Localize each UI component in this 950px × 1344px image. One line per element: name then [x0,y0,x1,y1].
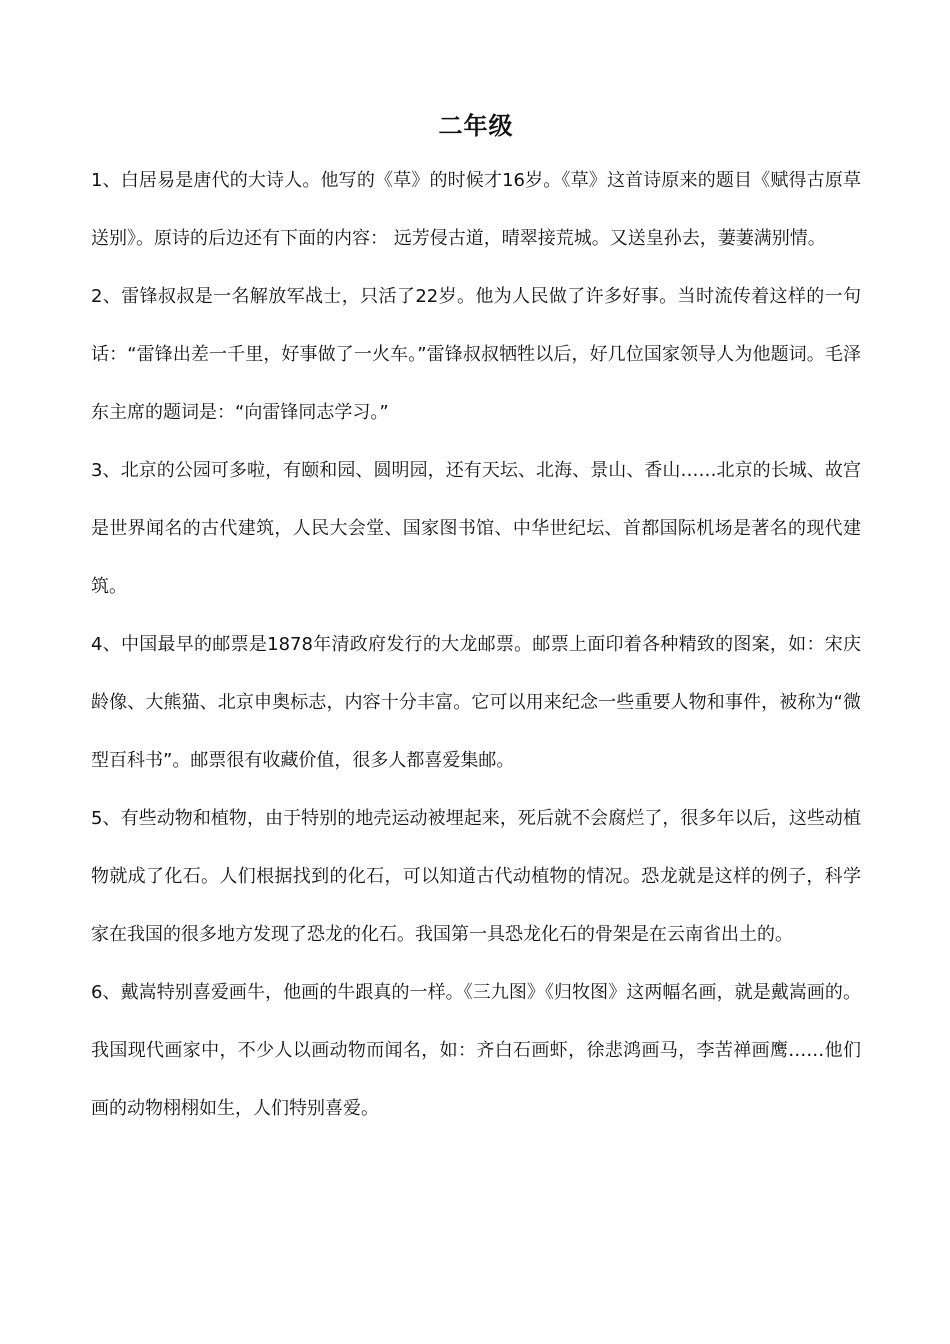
paragraph-1: 1、白居易是唐代的大诗人。他写的《草》的时候才16岁。《草》这首诗原来的题目《赋得古原草送别》。原诗的后边还有下面的内容： 远芳侵古道，晴翠接荒城。又送皇孙去，萋萋满别情。 [91,170,861,249]
paragraph-6: 6、戴嵩特别喜爱画牛，他画的牛跟真的一样。《三九图》《归牧图》这两幅名画，就是戴嵩画的。我国现代画家中，不少人以画动物而闻名，如：齐白石画虾，徐悲鸿画马，李苦禅画鹰……他们画的动物栩栩如生，人们特别喜爱。 [91,982,861,1119]
paragraph-5: 5、有些动物和植物，由于特别的地壳运动被埋起来，死后就不会腐烂了，很多年以后，这些动植物就成了化石。人们根据找到的化石，可以知道古代动植物的情况。恐龙就是这样的例子，科学家在我国的很多地方发现了恐龙的化石。我国第一具恐龙化石的骨架是在云南省出土的。 [91,808,861,945]
paragraph-3: 3、北京的公园可多啦，有颐和园、圆明园，还有天坛、北海、景山、香山……北京的长城、故宫是世界闻名的古代建筑，人民大会堂、国家图书馆、中华世纪坛、首都国际机场是著名的现代建筑。 [91,460,861,597]
paragraph-2: 2、雷锋叔叔是一名解放军战士，只活了22岁。他为人民做了许多好事。当时流传着这样的一句话：“雷锋出差一千里，好事做了一火车。”雷锋叔叔牺牲以后，好几位国家领导人为他题词。毛泽东主席的题词是：“向雷锋同志学习。” [91,286,861,423]
page-title: 二年级 [438,112,514,140]
paragraph-4: 4、中国最早的邮票是1878年清政府发行的大龙邮票。邮票上面印着各种精致的图案，如：宋庆龄像、大熊猫、北京申奥标志，内容十分丰富。它可以用来纪念一些重要人物和事件，被称为“微型百科书”。邮票很有收藏价值，很多人都喜爱集邮。 [91,634,861,771]
document-page [91,108,861,1138]
